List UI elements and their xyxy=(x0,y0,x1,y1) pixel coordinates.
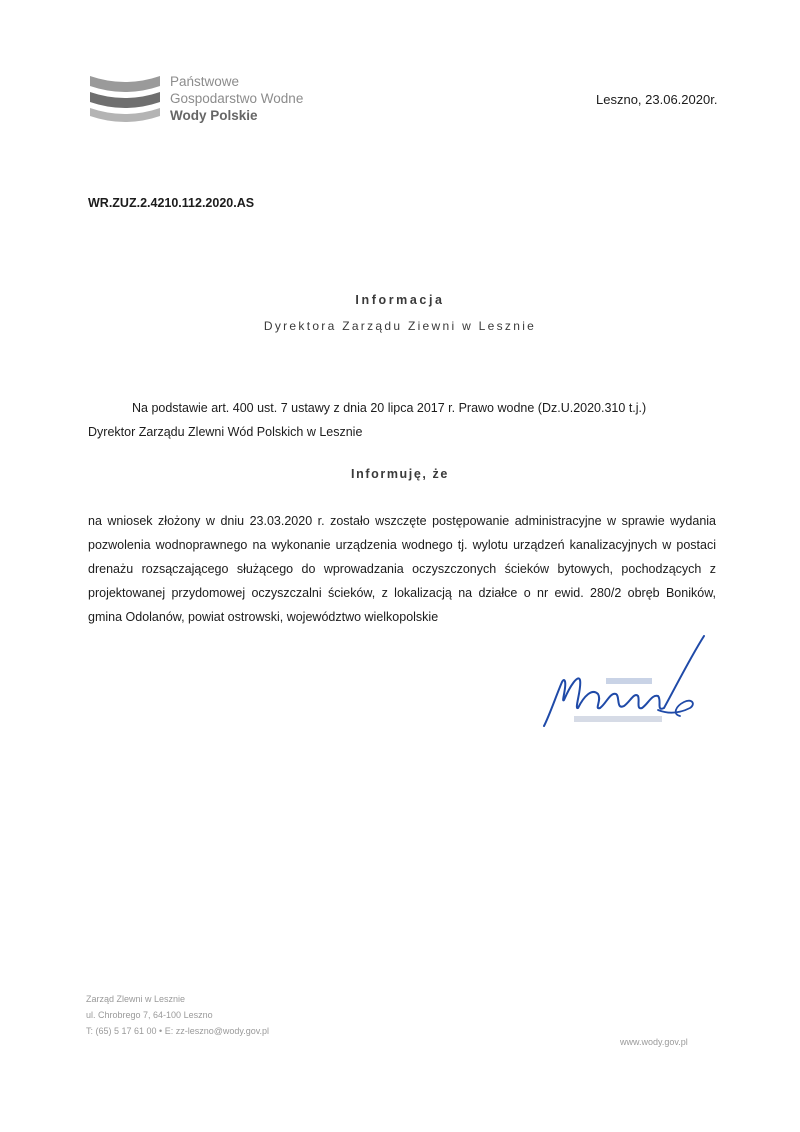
footer-address xyxy=(86,991,269,1039)
signature-mark xyxy=(540,630,710,735)
intro-line-1: Na podstawie art. 400 ust. 7 ustawy z dnia 20 lipca 2017 r. Prawo wodne (Dz.U.2020.310 t.j.) xyxy=(132,401,647,415)
intro-line-2: Dyrektor Zarządu Zlewni Wód Polskich w Lesznie xyxy=(88,425,363,439)
document-title: Informacja xyxy=(355,293,445,307)
logo-line-1: Państwowe xyxy=(170,74,240,89)
footer-line-3: T: (65) 5 17 61 00 • E: zz-leszno@wody.gov.pl xyxy=(86,1026,270,1036)
footer-website: www.wody.gov.pl xyxy=(620,1037,688,1047)
document-subtitle: Dyrektora Zarządu Ziewni w Lesznie xyxy=(263,319,537,333)
reference-number: WR.ZUZ.2.4210.112.2020.AS xyxy=(88,196,255,210)
section-heading: Informuję, że xyxy=(351,467,449,481)
footer-line-2: ul. Chrobrego 7, 64-100 Leszno xyxy=(86,1010,213,1020)
document-date: Leszno, 23.06.2020r. xyxy=(596,92,718,107)
logo-text xyxy=(170,73,303,124)
footer-line-1: Zarząd Zlewni w Lesznie xyxy=(86,994,186,1004)
wody-polskie-logo-icon xyxy=(88,72,162,132)
logo-line-2: Gospodarstwo Wodne xyxy=(170,91,304,106)
intro-paragraph xyxy=(88,396,720,444)
body-paragraph: na wniosek złożony w dniu 23.03.2020 r. zostało wszczęte postępowanie administracyjne w sprawie wydania pozwolenia wodnoprawnego na wykonanie urządzenia wodnego tj. wylotu urządzeń kanalizacyjnych w postaci drenażu rozsączającego służącego do wprowadzania oczyszczonych ścieków bytowych, pochodzących z projektowanej przydomowej oczyszczalni ścieków, z lokalizacją na działce o nr ewid. 280/2 obręb Boników, gmina Odolanów, powiat ostrowski, województwo wielkopolskie xyxy=(88,514,716,624)
logo-line-3: Wody Polskie xyxy=(170,108,258,123)
